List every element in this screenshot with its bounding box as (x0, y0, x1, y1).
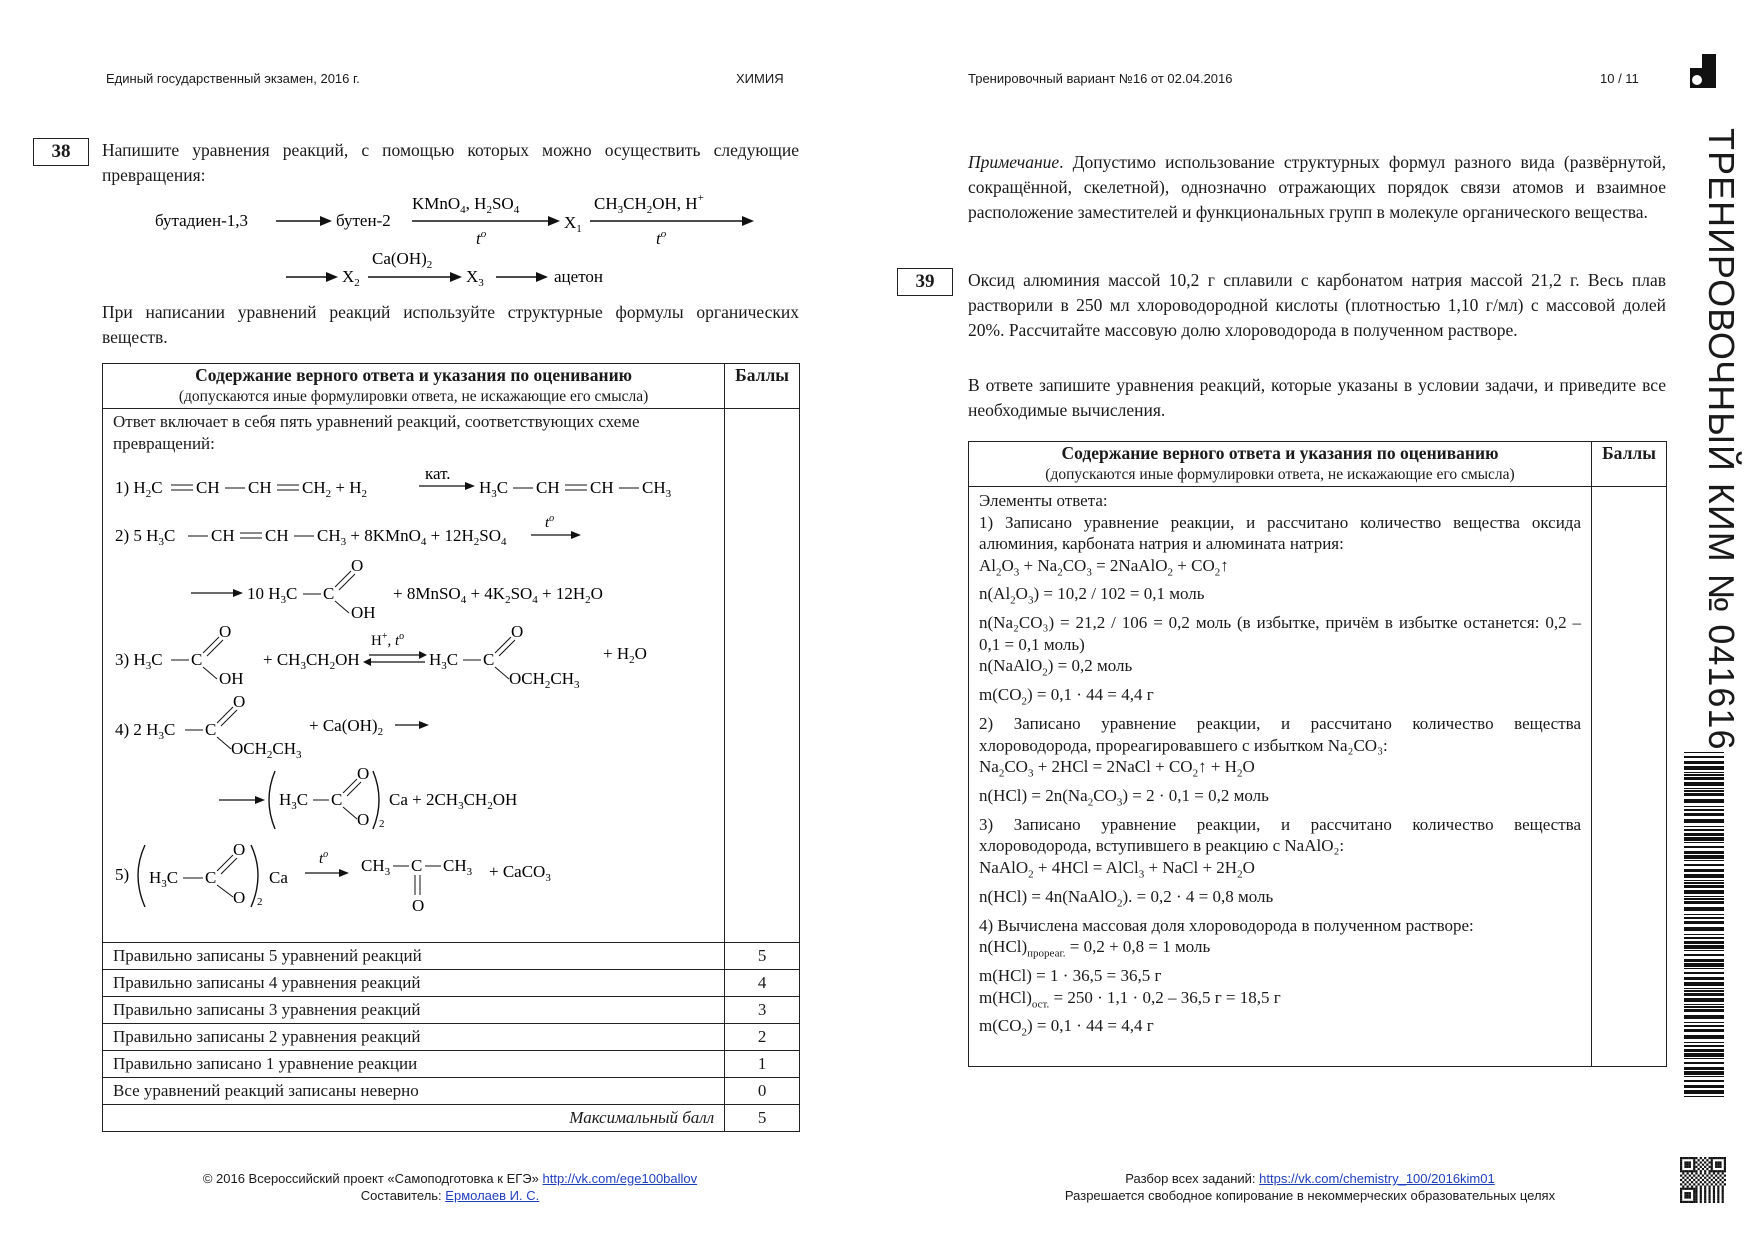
svg-text:C: C (323, 584, 335, 603)
svg-text:C: C (205, 720, 217, 739)
svg-text:Ca: Ca (269, 868, 288, 887)
q38-scheme (150, 192, 770, 297)
svg-text:3) H3C: 3) $H_3C$ (115, 650, 163, 672)
svg-text:KMnO4, H2SO4: KMnO$_4$, $H_2SO_4$ (412, 194, 520, 216)
q38-equations (113, 455, 714, 942)
q38-scoring-text: Правильно записаны 2 уравнения реакций (103, 1024, 725, 1051)
question-number-38: 38 (33, 138, 89, 166)
svg-text:+ CaCO3: + CaCO$_3$ (489, 862, 551, 884)
svg-text:CH3: $CH_3$ (443, 856, 473, 878)
svg-text:O: O (233, 888, 246, 907)
q38-scoring-text: Все уравнений реакций записаны неверно (103, 1078, 725, 1105)
q38-table-header: Содержание верного ответа и указания по оцениванию (допускаются иные формулировки ответа, не искажающие его смысла) (103, 364, 725, 409)
svg-text:H3C: $H_3C$ (429, 650, 459, 672)
variant-title: Тренировочный вариант №16 от 02.04.2016 (968, 71, 1233, 86)
q39-step3: 3) Записано уравнение реакции, и рассчитано количество вещества хлороводорода, вступившего в реакцию с NaAlO₂: (979, 814, 1581, 856)
svg-text:C: C (205, 868, 217, 887)
footer-author-label: Составитель: (360, 1188, 442, 1203)
side-title: ТРЕНИРОВОЧНЫЙ КИМ № 041616 (1701, 128, 1742, 751)
q38-scoring-row (103, 970, 800, 997)
q39-step1-calc: n(Na₂CO₃) = 21,2 / 106 = 0,2 моль (в избытке, причём в избытке останется: 0,2 – 0,1 = 0,1 моль) (979, 613, 1581, 654)
footer-analysis-link[interactable]: https://vk.com/chemistry_100/2016kim01 (1259, 1171, 1495, 1186)
svg-text:CH: CH (211, 526, 235, 545)
q38-table (102, 363, 800, 1132)
svg-text:CH: CH (248, 478, 272, 497)
q38-answer-points-cell (725, 409, 800, 943)
svg-text:2) 5 H3C: 2) 5 $H_3C$ (115, 526, 176, 548)
q38-scoring-text: Правильно записано 1 уравнение реакции (103, 1051, 725, 1078)
q38-answer-intro: Ответ включает в себя пять уравнений реакций, соответствующих схеме превращений: (113, 412, 640, 453)
svg-text:OH: OH (219, 669, 244, 688)
qr-code (1680, 1157, 1726, 1208)
svg-text:O: O (219, 622, 232, 641)
svg-text:CH: CH (265, 526, 289, 545)
svg-text:O: O (357, 764, 370, 783)
footer-analysis-label: Разбор всех заданий: (1125, 1171, 1256, 1186)
svg-text:кат.: кат. (425, 464, 451, 483)
q38-max-points: 5 (725, 1105, 800, 1132)
footer-right (990, 1170, 1630, 1204)
q38-scoring-text: Правильно записаны 4 уравнения реакций (103, 970, 725, 997)
svg-text:OCH2CH3: $OCH_2CH_3$ (509, 669, 580, 691)
q38-scoring-points: 0 (725, 1078, 800, 1105)
q39-elements-label: Элементы ответа: (979, 491, 1108, 510)
svg-text:CH3 + 8KMnO4 + 12H2SO4: $CH_3$ + 8KMnO$_4$ + $12H_2SO_4$ (317, 526, 507, 548)
svg-text:O: O (233, 840, 246, 859)
svg-text:Ca(OH)2: $Ca(OH)_2$ (372, 249, 433, 271)
q38-max-label: Максимальный балл (103, 1105, 725, 1132)
q39-instruction: В ответе запишите уравнения реакций, которые указаны в условии задачи, и приведите все необходимые вычисления. (968, 375, 1666, 420)
q39-table-header: Содержание верного ответа и указания по оцениванию (допускаются иные формулировки ответа, не искажающие его смысла) (969, 442, 1592, 487)
svg-text:5): 5) (115, 865, 130, 884)
q38-scoring-points: 3 (725, 997, 800, 1024)
svg-text:CH3: $CH_3$ (361, 856, 391, 878)
svg-text:C: C (191, 650, 203, 669)
svg-text:O: O (351, 556, 364, 575)
svg-text:X3: $X_3$ (466, 267, 484, 289)
q38-points-header: Баллы (725, 364, 800, 409)
svg-text:OCH2CH3: $OCH_2CH_3$ (231, 739, 302, 761)
svg-text:+ Ca(OH)2: + $Ca(OH)_2$ (309, 716, 384, 738)
svg-text:+ H2O: + $H_2O$ (603, 644, 647, 666)
note-label: Примечание (968, 152, 1060, 172)
footer-author-link[interactable]: Ермолаев И. С. (445, 1188, 540, 1203)
q38-prompt: Напишите уравнения реакций, с помощью которых можно осуществить следующие превращения: (102, 140, 799, 185)
svg-text:to: $t^o$ (319, 849, 329, 867)
subject-title: ХИМИЯ (736, 71, 784, 86)
footer-left (120, 1170, 780, 1204)
barcode (1684, 752, 1724, 1102)
page-number: 10 / 11 (1600, 71, 1639, 86)
q38-scoring-row (103, 943, 800, 970)
q38-instruction: При написании уравнений реакций используйте структурные формулы органических веществ. (102, 302, 799, 347)
exam-title: Единый государственный экзамен, 2016 г. (106, 71, 360, 86)
question-number-39: 39 (897, 268, 953, 296)
svg-text:X1: $X_1$ (564, 213, 582, 235)
q38-answer-cell (103, 409, 725, 943)
q38-scoring-text: Правильно записаны 3 уравнения реакций (103, 997, 725, 1024)
svg-text:CH: CH (196, 478, 220, 497)
svg-text:CH3CH2OH, H+: $CH_3CH_2OH$, H+ (594, 192, 704, 216)
svg-text:C: C (331, 790, 343, 809)
svg-text:O: O (357, 810, 370, 829)
svg-text:4) 2 H3C: 4) 2 $H_3C$ (115, 720, 176, 742)
q38-scoring-points: 2 (725, 1024, 800, 1051)
svg-text:2: 2 (257, 896, 263, 908)
q39-step4: 4) Вычислена массовая доля хлороводорода в полученном растворе: (979, 915, 1474, 935)
svg-text:2: 2 (379, 818, 385, 830)
svg-text:H3C: $H_3C$ (279, 790, 309, 812)
q38-scoring-row (103, 997, 800, 1024)
q39-answer-cell: Элементы ответа: 1) Записано уравнение реакции, и рассчитано количество вещества оксида алюминия, карбоната натрия и алюмината натрия: $Al_2O_3 + Na_2CO_3$ = 2NaAlO$_2$ + $CO_2↑$ $n(Al_2O_3) = 10,2 / 102 = 0,1$ моль n(Na₂CO₃) = 21,2 / 106 = 0,2 моль (в избытке, причём в избытке останется: 0,2 – 0,1 = 0,1 моль) n(NaAlO$_2$) = 0,2 моль $m(CO_2) = 0,1 \cdot 44 = 4,4$ г 2) Записано уравнение реакции, и рассчитано количество вещества хлороводорода, прореагировавшего с избытком Na₂CO₃: $Na_2CO_3 + 2HCl$ = 2NaCl + $CO_2↑ + H_2O$ $n(HCl) = 2n(Na_2CO_3) = 2 \cdot 0,1 = 0,2$ моль 3) Записано уравнение реакции, и рассчитано количество вещества хлороводорода, вступившего в реакцию с NaAlO₂: NaAlO$_2$ + 4HCl = AlCl$_3$ + NaCl + $2H_2O$ n(HCl) = 4n(NaAlO$_2$). = 0,2 · 4 = 0,8 моль 4) Вычислена массовая доля хлороводорода в полученном растворе: $n(HCl)_{прореаг.} = 0,2 + 0,8 = 1$ моль m(HCl) = 1 · 36,5 = 36,5 г $m(HCl)_{ост.} = 250 \cdot 1,1 \cdot 0,2 - 36,5$ г = 18,5 г $m(CO_2) = 0,1 \cdot 44 = 4,4$ г (969, 487, 1592, 1067)
svg-text:CH: CH (590, 478, 614, 497)
svg-text:to: $t^o$ (545, 513, 555, 531)
svg-text:O: O (412, 896, 425, 915)
q38-scoring-row (103, 1051, 800, 1078)
svg-text:1) H2C: 1) $H_2C$ (115, 478, 163, 500)
svg-text:H3C: $H_3C$ (149, 868, 179, 890)
acetone-label: ацетон (554, 267, 603, 286)
svg-text:to: $t^o$ (656, 228, 667, 248)
svg-text:C: C (483, 650, 495, 669)
q38-scoring-points: 4 (725, 970, 800, 997)
butadiene-label: бутадиен-1,3 (155, 211, 248, 230)
q39-points-header: Баллы (1592, 442, 1667, 487)
q38-scoring-points: 5 (725, 943, 800, 970)
q38-scoring-text: Правильно записаны 5 уравнений реакций (103, 943, 725, 970)
q39-prompt: Оксид алюминия массой 10,2 г сплавили с карбонатом натрия массой 21,2 г. Весь плав растворили в 250 мл хлороводородной кислоты (плотностью 1,10 г/мл) с массовой долей 20%. Рассчитайте массовую долю хлороводорода в полученном растворе. (968, 270, 1666, 340)
svg-text:CH2 + H2: $CH_2 + H_2$ (302, 478, 367, 500)
footer-copy-note: Разрешается свободное копирование в некоммерческих образовательных целях (1064, 1188, 1556, 1203)
footer-vk-link[interactable]: http://vk.com/ege100ballov (542, 1171, 698, 1186)
note (968, 150, 1666, 225)
q39-answer-points-cell (1592, 487, 1667, 1067)
svg-text:H3C: $H_3C$ (479, 478, 509, 500)
svg-text:OH: OH (351, 603, 376, 622)
note-text: . Допустимо использование структурных формул разного вида (развёрнутой, сокращённой, скелетной), однозначно отражающих порядок связи атомов и взаимное расположение заместителей и функциональных групп в молекуле органического вещества. (968, 152, 1666, 222)
svg-text:10 H3C: 10 $H_3C$ (247, 584, 298, 606)
svg-text:CH3: $CH_3$ (642, 478, 672, 500)
svg-text:+ CH3CH2OH: + $CH_3CH_2OH$ (263, 650, 360, 672)
q38-scoring-row (103, 1024, 800, 1051)
svg-text:+ 8MnSO4 + 4K2SO4 + 12H2O: + 8MnSO$_4$ + $4K_2SO_4 + 12H_2O$ (393, 584, 603, 606)
butene-label: бутен-2 (336, 211, 391, 230)
logo-icon (1690, 54, 1716, 88)
q38-scoring-points: 1 (725, 1051, 800, 1078)
q39-step2: 2) Записано уравнение реакции, и рассчитано количество вещества хлороводорода, прореагировавшего с избытком Na₂CO₃: (979, 714, 1581, 755)
q38-scoring-row (103, 1078, 800, 1105)
svg-text:to: $t^o$ (476, 228, 487, 248)
footer-copyright: © 2016 Всероссийский проект «Самоподготовка к ЕГЭ» (202, 1171, 539, 1186)
svg-text:H+, to: H+, $t^o$ (371, 631, 405, 649)
q39-table (968, 441, 1667, 1067)
svg-text:O: O (511, 622, 524, 641)
svg-text:CH: CH (536, 478, 560, 497)
q39-step1: 1) Записано уравнение реакции, и рассчитано количество вещества оксида алюминия, карбоната натрия и алюмината натрия: (979, 512, 1581, 553)
svg-text:Ca + 2CH3CH2OH: $Ca + 2CH_3CH_2OH$ (389, 790, 518, 812)
svg-text:O: O (233, 692, 246, 711)
svg-text:X2: $X_2$ (342, 267, 360, 289)
svg-text:C: C (411, 856, 423, 875)
